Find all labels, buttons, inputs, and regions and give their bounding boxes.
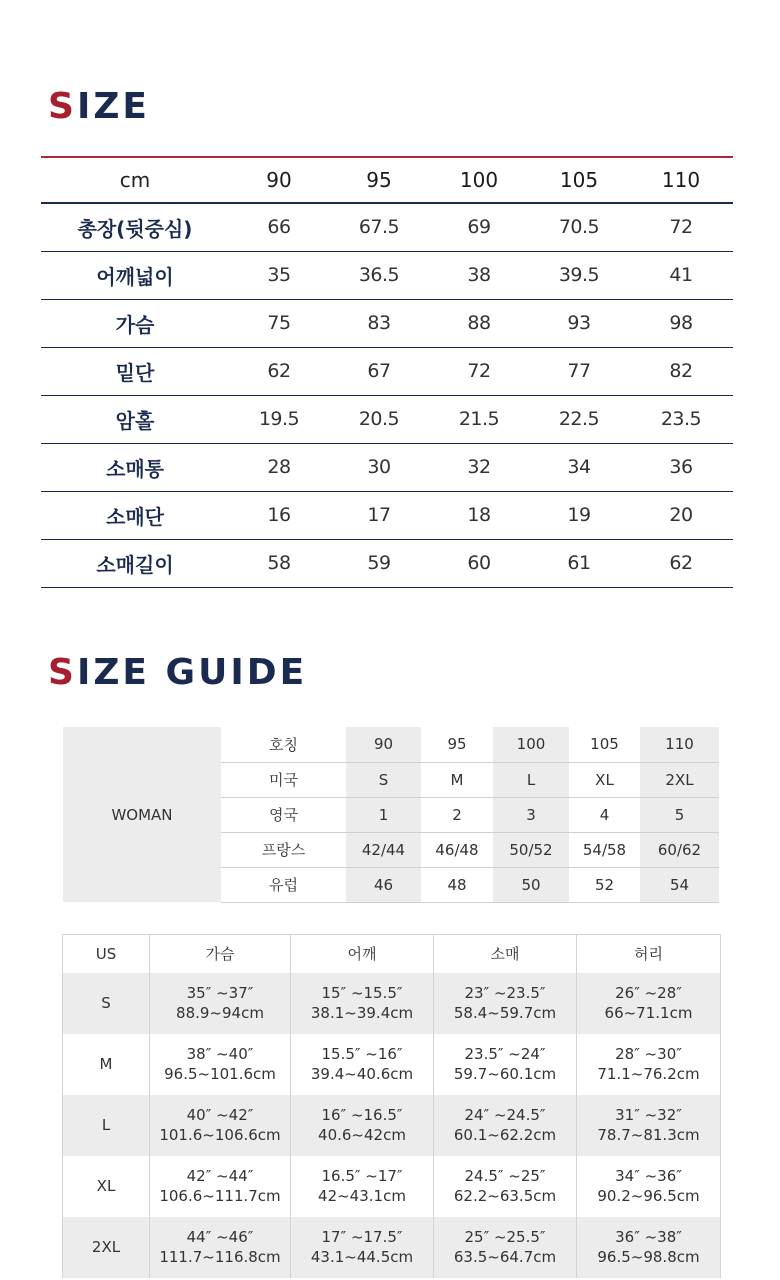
size-cell-value: 21.5 <box>429 395 529 443</box>
woman-cell-value: 3 <box>493 797 569 832</box>
size-cell-value: 60 <box>429 539 529 587</box>
cm-range: 59.7~60.1cm <box>453 1065 557 1083</box>
size-guide-heading <box>48 652 307 693</box>
cm-range: 71.1~76.2cm <box>597 1065 700 1083</box>
us-measurement-cell <box>434 973 577 1034</box>
us-size-label: S <box>63 973 150 1034</box>
size-cell-value: 58 <box>229 539 329 587</box>
size-table-row <box>41 347 733 395</box>
size-cell-value: 75 <box>229 299 329 347</box>
size-cell-value: 17 <box>329 491 429 539</box>
size-row-label: 밑단 <box>41 347 229 395</box>
woman-row-label: 영국 <box>221 797 346 832</box>
woman-cell-value: 46/48 <box>421 832 493 867</box>
woman-table-row <box>63 727 719 762</box>
us-measurement-cell <box>150 1156 291 1217</box>
woman-cell-value: 46 <box>346 867 421 902</box>
woman-cell-value: 100 <box>493 727 569 762</box>
us-table-header: 가슴 <box>150 935 291 973</box>
inch-range: 40″ ~42″ <box>186 1106 254 1124</box>
cm-range: 78.7~81.3cm <box>597 1126 700 1144</box>
size-table-row <box>41 443 733 491</box>
size-cell-value: 67 <box>329 347 429 395</box>
woman-row-label: 유럽 <box>221 867 346 902</box>
cm-range: 40.6~42cm <box>318 1126 406 1144</box>
size-cell-value: 83 <box>329 299 429 347</box>
size-cell-value: 41 <box>629 251 733 299</box>
woman-cell-value: 60/62 <box>640 832 719 867</box>
cm-range: 101.6~106.6cm <box>159 1126 281 1144</box>
us-table-header: 소매 <box>434 935 577 973</box>
size-heading <box>48 86 150 127</box>
size-table-column-header: 95 <box>329 157 429 203</box>
us-measurement-cell <box>291 1217 434 1278</box>
us-measurement-cell <box>150 973 291 1034</box>
us-measurement-cell <box>291 1156 434 1217</box>
inch-range: 44″ ~46″ <box>186 1228 254 1246</box>
size-cell-value: 32 <box>429 443 529 491</box>
woman-cell-value: S <box>346 762 421 797</box>
cm-range: 96.5~101.6cm <box>164 1065 276 1083</box>
cm-range: 43.1~44.5cm <box>310 1248 414 1266</box>
us-size-label: XL <box>63 1156 150 1217</box>
us-table-row <box>63 1156 721 1217</box>
cm-range: 66~71.1cm <box>604 1004 693 1022</box>
size-table-column-header: 100 <box>429 157 529 203</box>
size-cell-value: 67.5 <box>329 203 429 251</box>
size-table-row <box>41 203 733 251</box>
inch-range: 26″ ~28″ <box>615 984 682 1002</box>
size-cell-value: 88 <box>429 299 529 347</box>
us-measurement-cell <box>150 1095 291 1156</box>
woman-cell-value: 90 <box>346 727 421 762</box>
size-row-label: 가슴 <box>41 299 229 347</box>
woman-cell-value: 110 <box>640 727 719 762</box>
inch-range: 17″ ~17.5″ <box>321 1228 403 1246</box>
size-cell-value: 20 <box>629 491 733 539</box>
size-cell-value: 34 <box>529 443 629 491</box>
size-cell-value: 98 <box>629 299 733 347</box>
us-size-label: M <box>63 1034 150 1095</box>
woman-cell-value: 105 <box>569 727 640 762</box>
size-cell-value: 69 <box>429 203 529 251</box>
size-cell-value: 72 <box>629 203 733 251</box>
size-cell-value: 30 <box>329 443 429 491</box>
size-cell-value: 19.5 <box>229 395 329 443</box>
size-cell-value: 36 <box>629 443 733 491</box>
inch-range: 15.5″ ~16″ <box>321 1045 403 1063</box>
cm-range: 88.9~94cm <box>176 1004 264 1022</box>
woman-cell-value: 54/58 <box>569 832 640 867</box>
inch-range: 28″ ~30″ <box>615 1045 682 1063</box>
size-table-row <box>41 491 733 539</box>
us-table-row <box>63 973 721 1034</box>
size-cell-value: 18 <box>429 491 529 539</box>
size-table-column-header: 90 <box>229 157 329 203</box>
woman-cell-value: M <box>421 762 493 797</box>
us-measurement-cell <box>150 1034 291 1095</box>
woman-cell-value: 4 <box>569 797 640 832</box>
size-heading-rest: IZE <box>76 86 151 127</box>
woman-cell-value: 50/52 <box>493 832 569 867</box>
us-measurement-cell <box>434 1217 577 1278</box>
us-measurement-cell <box>291 1095 434 1156</box>
inch-range: 24.5″ ~25″ <box>464 1167 546 1185</box>
size-guide-heading-initial: S <box>48 652 77 693</box>
woman-cell-value: 54 <box>640 867 719 902</box>
inch-range: 23.5″ ~24″ <box>464 1045 546 1063</box>
us-measurement-cell <box>434 1095 577 1156</box>
cm-range: 106.6~111.7cm <box>159 1187 281 1205</box>
us-size-label: 2XL <box>63 1217 150 1278</box>
inch-range: 42″ ~44″ <box>186 1167 254 1185</box>
size-cell-value: 22.5 <box>529 395 629 443</box>
cm-range: 38.1~39.4cm <box>310 1004 414 1022</box>
woman-row-label: 프랑스 <box>221 832 346 867</box>
cm-range: 42~43.1cm <box>318 1187 406 1205</box>
size-table-column-header: 105 <box>529 157 629 203</box>
size-table-row <box>41 539 733 587</box>
size-row-label: 소매단 <box>41 491 229 539</box>
size-cell-value: 38 <box>429 251 529 299</box>
size-cell-value: 28 <box>229 443 329 491</box>
size-table-column-header: 110 <box>629 157 733 203</box>
inch-range: 25″ ~25.5″ <box>464 1228 546 1246</box>
inch-range: 35″ ~37″ <box>186 984 254 1002</box>
size-cell-value: 93 <box>529 299 629 347</box>
us-table-header: 어깨 <box>291 935 434 973</box>
size-cell-value: 61 <box>529 539 629 587</box>
size-cell-value: 35 <box>229 251 329 299</box>
size-row-label: 어깨넓이 <box>41 251 229 299</box>
size-heading-initial: S <box>48 86 77 127</box>
inch-range: 36″ ~38″ <box>615 1228 682 1246</box>
woman-cell-value: XL <box>569 762 640 797</box>
us-table-header: US <box>63 935 150 973</box>
size-table-header-row <box>41 157 733 203</box>
cm-range: 62.2~63.5cm <box>453 1187 557 1205</box>
us-size-label: L <box>63 1095 150 1156</box>
woman-row-label: 미국 <box>221 762 346 797</box>
size-table-row <box>41 395 733 443</box>
woman-cell-value: L <box>493 762 569 797</box>
us-table-row <box>63 1034 721 1095</box>
woman-cell-value: 5 <box>640 797 719 832</box>
us-measurement-cell <box>577 973 721 1034</box>
woman-cell-value: 1 <box>346 797 421 832</box>
size-table-row <box>41 251 733 299</box>
size-cell-value: 72 <box>429 347 529 395</box>
size-cell-value: 66 <box>229 203 329 251</box>
woman-cell-value: 50 <box>493 867 569 902</box>
us-table-header: 허리 <box>577 935 721 973</box>
size-cell-value: 82 <box>629 347 733 395</box>
size-measurement-table <box>41 156 733 588</box>
size-table-row <box>41 299 733 347</box>
size-cell-value: 77 <box>529 347 629 395</box>
us-measurement-cell <box>577 1217 721 1278</box>
size-row-label: 소매길이 <box>41 539 229 587</box>
woman-size-conversion-table <box>63 727 719 903</box>
inch-range: 23″ ~23.5″ <box>464 984 546 1002</box>
size-cell-value: 70.5 <box>529 203 629 251</box>
inch-range: 15″ ~15.5″ <box>321 984 403 1002</box>
woman-cell-value: 48 <box>421 867 493 902</box>
size-cell-value: 19 <box>529 491 629 539</box>
size-cell-value: 59 <box>329 539 429 587</box>
us-measurement-cell <box>291 1034 434 1095</box>
woman-cell-value: 52 <box>569 867 640 902</box>
size-cell-value: 16 <box>229 491 329 539</box>
us-size-table <box>62 934 721 1278</box>
us-table-row <box>63 1217 721 1278</box>
us-measurement-cell <box>577 1034 721 1095</box>
woman-row-label: 호칭 <box>221 727 346 762</box>
us-table-header-row <box>63 935 721 973</box>
us-measurement-cell <box>150 1217 291 1278</box>
us-measurement-cell <box>577 1095 721 1156</box>
us-measurement-cell <box>577 1156 721 1217</box>
cm-range: 39.4~40.6cm <box>310 1065 414 1083</box>
size-cell-value: 39.5 <box>529 251 629 299</box>
size-row-label: 암홀 <box>41 395 229 443</box>
cm-range: 58.4~59.7cm <box>453 1004 557 1022</box>
size-cell-value: 62 <box>629 539 733 587</box>
inch-range: 31″ ~32″ <box>615 1106 682 1124</box>
inch-range: 34″ ~36″ <box>615 1167 682 1185</box>
us-measurement-cell <box>434 1034 577 1095</box>
size-cell-value: 36.5 <box>329 251 429 299</box>
inch-range: 16″ ~16.5″ <box>321 1106 403 1124</box>
us-measurement-cell <box>434 1156 577 1217</box>
woman-cell-value: 2XL <box>640 762 719 797</box>
cm-range: 111.7~116.8cm <box>159 1248 281 1266</box>
cm-range: 60.1~62.2cm <box>453 1126 557 1144</box>
woman-cell-value: 2 <box>421 797 493 832</box>
size-cell-value: 62 <box>229 347 329 395</box>
cm-range: 96.5~98.8cm <box>597 1248 700 1266</box>
size-cell-value: 20.5 <box>329 395 429 443</box>
size-row-label: 총장(뒷중심) <box>41 203 229 251</box>
us-table-row <box>63 1095 721 1156</box>
us-measurement-cell <box>291 973 434 1034</box>
size-table-unit-header: cm <box>41 157 229 203</box>
woman-cell-value: 95 <box>421 727 493 762</box>
size-cell-value: 23.5 <box>629 395 733 443</box>
size-guide-heading-rest: IZE GUIDE <box>76 652 308 693</box>
inch-range: 16.5″ ~17″ <box>321 1167 403 1185</box>
inch-range: 38″ ~40″ <box>186 1045 254 1063</box>
cm-range: 90.2~96.5cm <box>597 1187 700 1205</box>
woman-cell-value: 42/44 <box>346 832 421 867</box>
cm-range: 63.5~64.7cm <box>453 1248 557 1266</box>
woman-group-label: WOMAN <box>63 727 221 902</box>
inch-range: 24″ ~24.5″ <box>464 1106 546 1124</box>
size-row-label: 소매통 <box>41 443 229 491</box>
